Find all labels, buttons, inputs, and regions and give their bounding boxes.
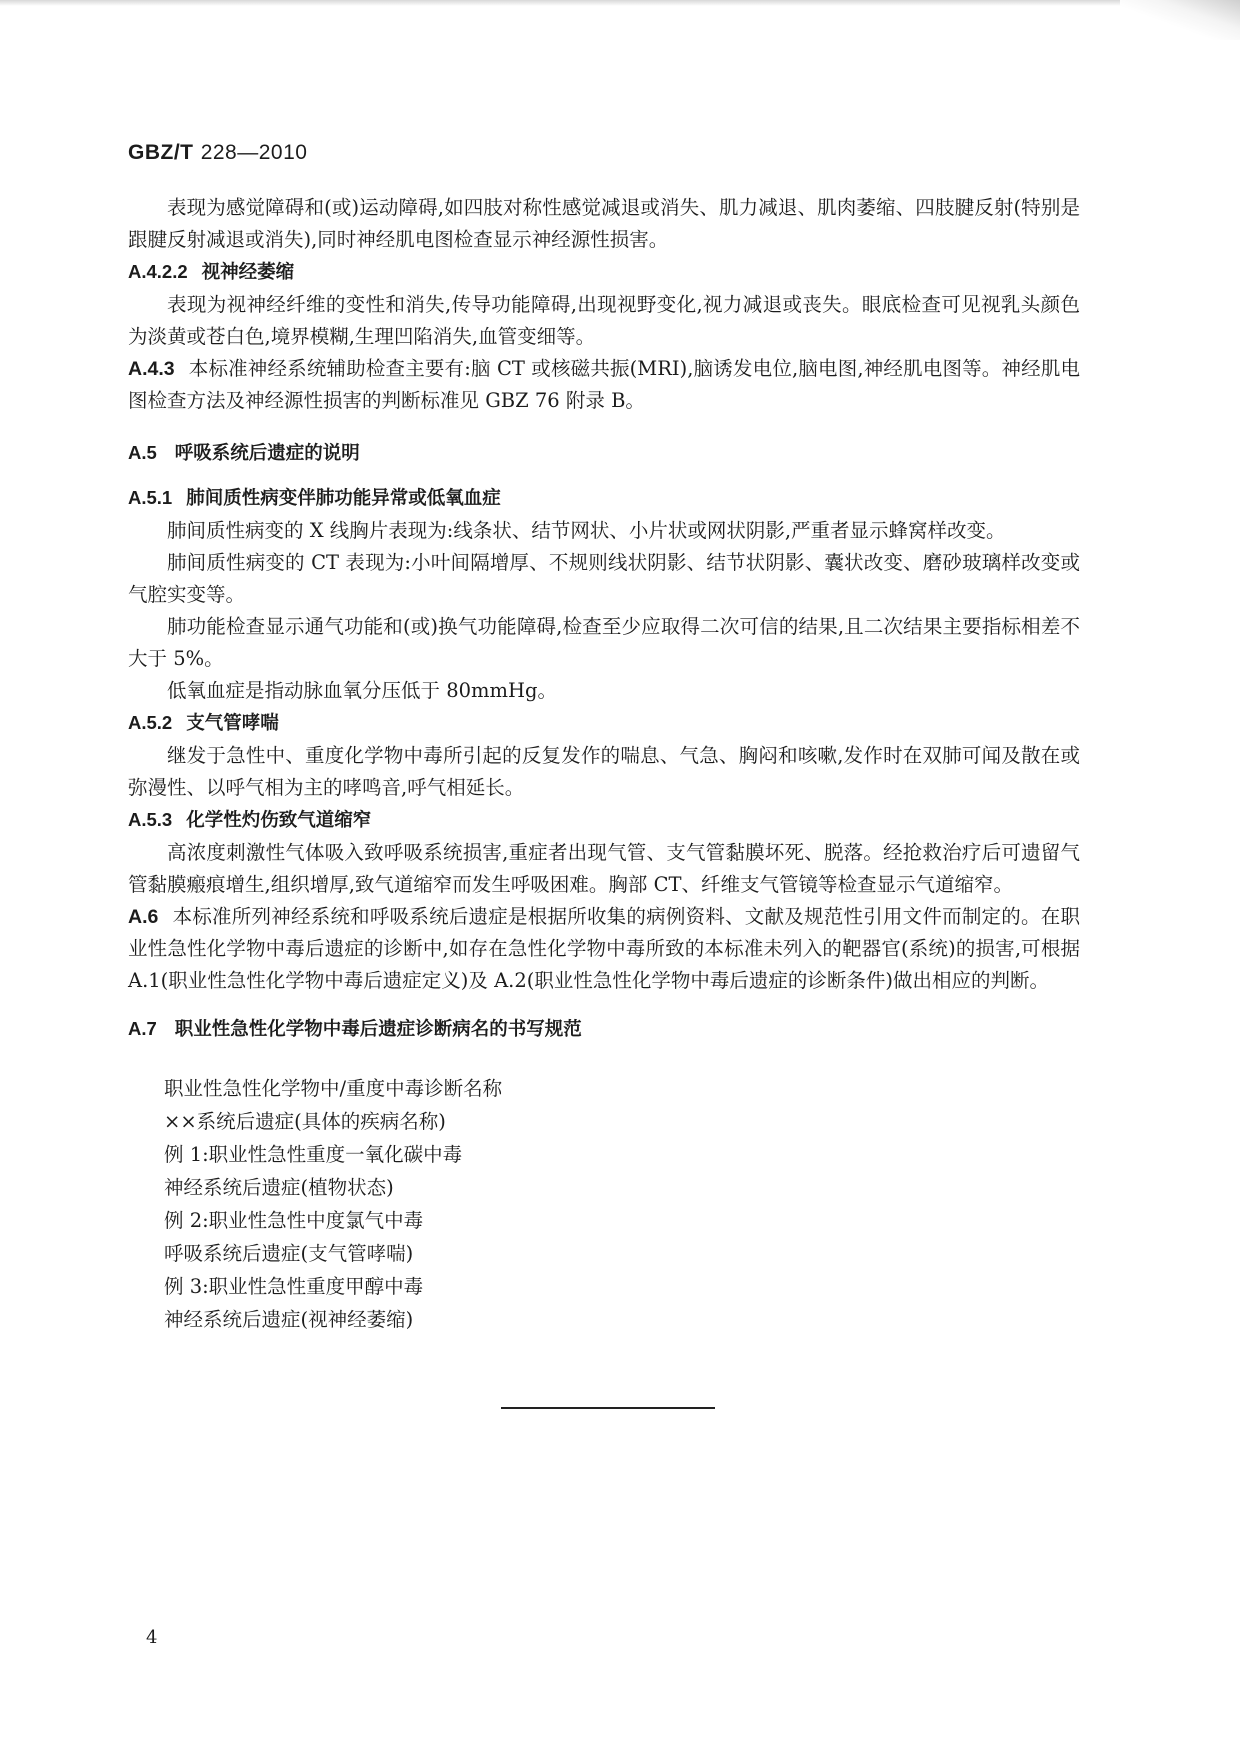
clause-text: 本标准所列神经系统和呼吸系统后遗症是根据所收集的病例资料、文献及规范性引用文件而制定的。在职业性急性化学物中毒后遗症的诊断中,如存在急性化学物中毒所致的本标准未列入的靶器官(系统)的损害,可根据 A.1(职业性急性化学物中毒后遗症定义)及 A.2(职业性急性化学物中毒后遗症的诊断条件)做出相应的判断。 (128, 905, 1080, 992)
paragraph-a6 (128, 901, 1080, 997)
heading-title: 职业性急性化学物中毒后遗症诊断病名的书写规范 (174, 1019, 582, 1040)
heading-title: 支气管哮喘 (186, 713, 279, 734)
heading-a7 (128, 1013, 1080, 1046)
heading-a52 (128, 707, 1080, 740)
page-number: 4 (146, 1627, 158, 1648)
scan-edge-shadow (0, 0, 1240, 6)
paragraph-a53: 高浓度刺激性气体吸入致呼吸系统损害,重症者出现气管、支气管黏膜坏死、脱落。经抢救治疗后可遗留气管黏膜瘢痕增生,组织增厚,致气道缩窄而发生呼吸困难。胸部 CT、纤维支气管镜等检查显示气道缩窄。 (128, 841, 1080, 896)
naming-line: 神经系统后遗症(视神经萎缩) (164, 1308, 414, 1331)
heading-a422 (128, 256, 1080, 289)
paragraph-a51-2: 肺间质性病变的 CT 表现为:小叶间隔增厚、不规则线状阴影、结节状阴影、囊状改变、磨砂玻璃样改变或气腔实变等。 (128, 551, 1080, 606)
heading-title: 肺间质性病变伴肺功能异常或低氧血症 (186, 488, 501, 509)
naming-line: 例 1:职业性急性重度一氧化碳中毒 (164, 1143, 463, 1166)
paragraph-a51-4: 低氧血症是指动脉血氧分压低于 80mmHg。 (167, 679, 557, 702)
standard-code: GBZ/T (128, 141, 194, 164)
heading-number: A.5 (128, 442, 157, 463)
heading-number: A.5.1 (128, 487, 173, 508)
heading-number: A.5.3 (128, 809, 173, 830)
heading-a51 (128, 482, 1080, 515)
standard-number: 228—2010 (200, 141, 308, 164)
heading-title: 呼吸系统后遗症的说明 (174, 443, 360, 464)
naming-line: 例 3:职业性急性重度甲醇中毒 (164, 1275, 424, 1298)
naming-line: 神经系统后遗症(植物状态) (164, 1176, 394, 1199)
clause-number: A.4.3 (128, 358, 175, 380)
naming-format-list (164, 1072, 1080, 1336)
document-header (128, 140, 307, 165)
paragraph-a43 (128, 353, 1080, 417)
heading-number: A.5.2 (128, 712, 173, 733)
clause-number: A.6 (128, 906, 159, 928)
heading-a53 (128, 804, 1080, 837)
heading-title: 化学性灼伤致气道缩窄 (186, 810, 372, 831)
naming-line: 职业性急性化学物中/重度中毒诊断名称 (164, 1077, 503, 1100)
naming-line: 例 2:职业性急性中度氯气中毒 (164, 1209, 424, 1232)
document-body (128, 192, 1080, 1336)
paragraph-a51-1: 肺间质性病变的 X 线胸片表现为:线条状、结节网状、小片状或网状阴影,严重者显示蜂窝样改变。 (167, 519, 1006, 542)
end-of-document-rule (501, 1407, 715, 1409)
clause-text: 本标准神经系统辅助检查主要有:脑 CT 或核磁共振(MRI),脑诱发电位,脑电图,神经肌电图等。神经肌电图检查方法及神经源性损害的判断标准见 GBZ 76 附录 B。 (128, 357, 1080, 412)
heading-title: 视神经萎缩 (201, 262, 295, 283)
heading-number: A.4.2.2 (128, 261, 188, 282)
heading-a5 (128, 437, 1080, 470)
paragraph-a51-3: 肺功能检查显示通气功能和(或)换气功能障碍,检查至少应取得二次可信的结果,且二次结果主要指标相差不大于 5%。 (128, 615, 1080, 670)
scan-corner-shadow (1120, 0, 1240, 40)
paragraph-a52: 继发于急性中、重度化学物中毒所引起的反复发作的喘息、气急、胸闷和咳嗽,发作时在双肺可闻及散在或弥漫性、以呼气相为主的哮鸣音,呼气相延长。 (128, 744, 1080, 799)
paragraph-a422: 表现为视神经纤维的变性和消失,传导功能障碍,出现视野变化,视力减退或丧失。眼底检查可见视乳头颜色为淡黄或苍白色,境界模糊,生理凹陷消失,血管变细等。 (128, 293, 1080, 348)
naming-line: 呼吸系统后遗症(支气管哮喘) (164, 1242, 414, 1265)
naming-line: ××系统后遗症(具体的疾病名称) (164, 1110, 446, 1133)
paragraph-a421-continuation: 表现为感觉障碍和(或)运动障碍,如四肢对称性感觉减退或消失、肌力减退、肌肉萎缩、四肢腱反射(特别是跟腱反射减退或消失),同时神经肌电图检查显示神经源性损害。 (128, 196, 1080, 251)
heading-number: A.7 (128, 1018, 157, 1039)
